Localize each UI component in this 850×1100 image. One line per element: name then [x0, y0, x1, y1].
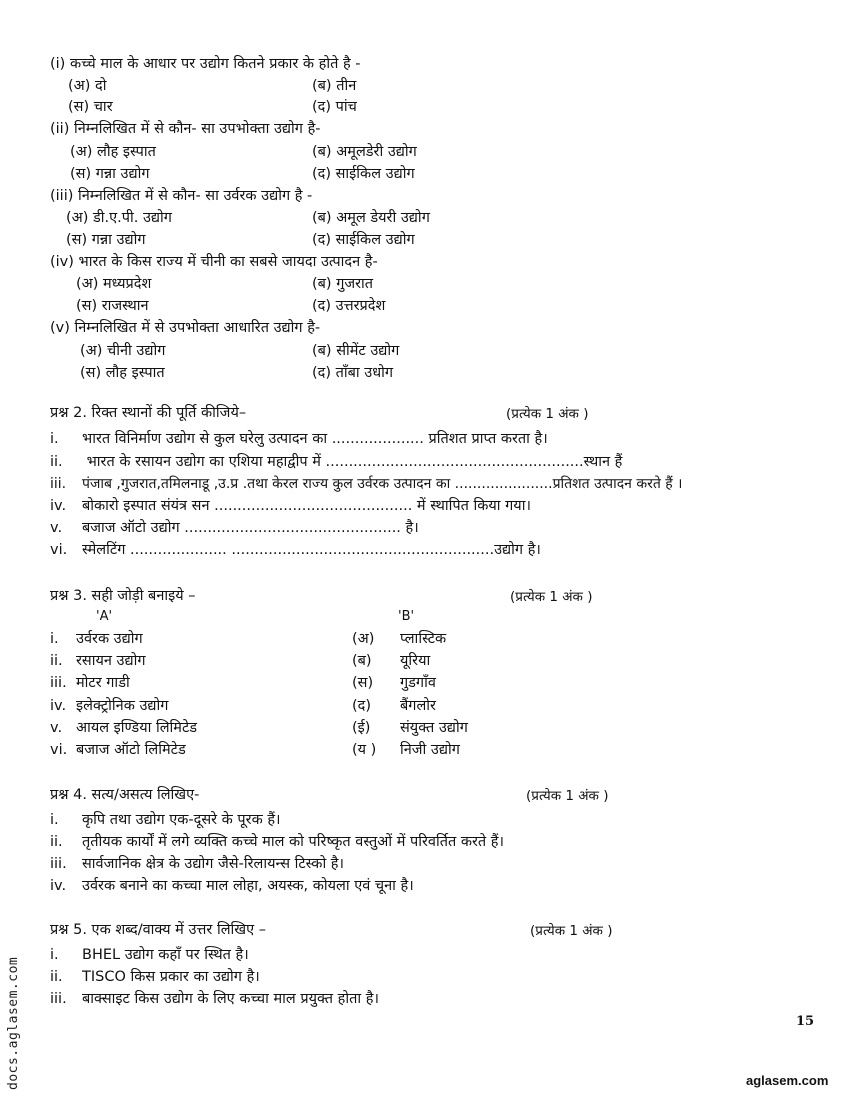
q3-row-key: (य )	[352, 742, 377, 758]
mcq-option: (द) साईकिल उद्योग	[312, 166, 415, 182]
mcq-question-5: (v) निम्नलिखित में से उपभोक्ता आधारित उद्योग है-	[50, 320, 321, 336]
mcq-option: (स) लौह इस्पात	[80, 365, 165, 381]
mcq-option: (अ) दो	[68, 78, 107, 94]
mcq-option: (अ) मध्यप्रदेश	[76, 276, 152, 292]
q3-row-num: v.	[50, 720, 63, 736]
mcq-option: (अ) लौह इस्पात	[70, 144, 156, 160]
page-number: 15	[796, 1014, 815, 1029]
q5-title: प्रश्न 5. एक शब्द/वाक्य में उत्तर लिखिए –	[50, 922, 267, 938]
q3-title: प्रश्न 3. सही जोड़ी बनाइये –	[50, 588, 196, 604]
mcq-option: (स) राजस्थान	[76, 298, 149, 314]
q4-item: i. कृपि तथा उद्योग एक-दूसरे के पूरक हैं।	[50, 812, 281, 828]
q2-item: ii. भारत के रसायन उद्योग का एशिया महाद्वीप में ........................................................स्थान हैं	[50, 454, 623, 470]
q3-row-b: यूरिया	[400, 653, 431, 669]
mcq-question-3: (iii) निम्नलिखित में से कौन- सा उर्वरक उद्योग है -	[50, 188, 313, 204]
q3-column-a-header: 'A'	[96, 609, 113, 624]
mcq-option: (स) गन्ना उद्योग	[70, 166, 150, 182]
q2-item: vi. स्मेलटिंग ..................... .........................................................उद्योग है।	[50, 542, 541, 558]
q3-row-b: संयुक्त उद्योग	[400, 720, 468, 736]
mcq-option: (ब) गुजरात	[312, 276, 374, 292]
q3-marks: (प्रत्येक 1 अंक )	[510, 589, 593, 605]
q3-row-a: उर्वरक उद्योग	[76, 631, 143, 647]
q3-row-num: iv.	[50, 698, 67, 714]
q2-item: v. बजाज ऑटो उद्योग ............................................... है।	[50, 520, 419, 536]
q4-title: प्रश्न 4. सत्य/असत्य लिखिए-	[50, 787, 200, 803]
q2-title: प्रश्न 2. रिक्त स्थानों की पूर्ति कीजिये–	[50, 405, 247, 421]
mcq-option: (द) उत्तरप्रदेश	[312, 298, 386, 314]
mcq-option: (अ) डी.ए.पी. उद्योग	[66, 210, 172, 226]
q2-marks: (प्रत्येक 1 अंक )	[506, 406, 589, 422]
q3-row-b: निजी उद्योग	[400, 742, 460, 758]
q3-row-key: (स)	[352, 675, 374, 691]
q2-item: iv. बोकारो इस्पात संयंत्र सन ........................................... में स्थापित किया गया।	[50, 498, 531, 514]
mcq-option: (ब) अमूल डेयरी उद्योग	[312, 210, 430, 226]
q3-row-b: गुडगाँव	[400, 675, 436, 691]
q3-row-num: ii.	[50, 653, 63, 669]
mcq-option: (द) ताँबा उधोग	[312, 365, 394, 381]
q3-row-b: प्लास्टिक	[400, 631, 447, 647]
q3-row-key: (ई)	[352, 720, 371, 736]
mcq-question-1: (i) कच्चे माल के आधार पर उद्योग कितने प्रकार के होते है -	[50, 56, 361, 72]
q2-item: iii. पंजाब ,गुजरात,तमिलनाडू ,उ.प्र .तथा केरल राज्य कुल उर्वरक उत्पादन का ......................प्रतिशत उत्पादन करते हैं ।	[50, 476, 683, 492]
q3-row-a: मोटर गाडी	[76, 675, 130, 691]
mcq-option: (स) गन्ना उद्योग	[66, 232, 146, 248]
q3-column-b-header: 'B'	[398, 609, 415, 624]
site-footer: aglasem.com	[746, 1073, 829, 1088]
side-watermark: docs.aglasem.com	[6, 956, 21, 1090]
q3-row-key: (अ)	[352, 631, 375, 647]
q3-row-num: iii.	[50, 675, 67, 691]
q5-item: ii. TISCO किस प्रकार का उद्योग है।	[50, 969, 260, 985]
q3-row-a: रसायन उद्योग	[76, 653, 146, 669]
mcq-option: (ब) सीमेंट उद्योग	[312, 343, 400, 359]
q4-item: ii. तृतीयक कार्यों में लगे व्यक्ति कच्चे माल को परिष्कृत वस्तुओं में परिवर्तित करते हैं।	[50, 834, 504, 850]
mcq-option: (स) चार	[68, 99, 113, 115]
q4-item: iv. उर्वरक बनाने का कच्चा माल लोहा, अयस्क, कोयला एवं चूना है।	[50, 878, 414, 894]
q3-row-num: vi.	[50, 742, 68, 758]
mcq-option: (अ) चीनी उद्योग	[80, 343, 166, 359]
mcq-option: (द) पांच	[312, 99, 357, 115]
q4-item: iii. सार्वजानिक क्षेत्र के उद्योग जैसे-रिलायन्स टिस्को है।	[50, 856, 344, 872]
q3-row-b: बैंगलोर	[400, 698, 436, 714]
q5-marks: (प्रत्येक 1 अंक )	[530, 923, 613, 939]
q3-row-a: बजाज ऑटो लिमिटेड	[76, 742, 186, 758]
q5-item: i. BHEL उद्योग कहाँ पर स्थित है।	[50, 947, 249, 963]
q3-row-num: i.	[50, 631, 59, 647]
q2-item: i. भारत विनिर्माण उद्योग से कुल घरेलु उत्पादन का .................... प्रतिशत प्राप्त करता है।	[50, 431, 548, 447]
mcq-question-4: (iv) भारत के किस राज्य में चीनी का सबसे जायदा उत्पादन है-	[50, 254, 378, 270]
q3-row-key: (ब)	[352, 653, 372, 669]
q3-row-a: आयल इण्डिया लिमिटेड	[76, 720, 198, 736]
q4-marks: (प्रत्येक 1 अंक )	[526, 788, 609, 804]
mcq-question-2: (ii) निम्नलिखित में से कौन- सा उपभोक्ता उद्योग है-	[50, 121, 321, 137]
mcq-option: (ब) अमूलडेरी उद्योग	[312, 144, 417, 160]
mcq-option: (द) साईकिल उद्योग	[312, 232, 415, 248]
q3-row-a: इलेक्ट्रोनिक उद्योग	[76, 698, 169, 714]
mcq-option: (ब) तीन	[312, 78, 357, 94]
q3-row-key: (द)	[352, 698, 372, 714]
q5-item: iii. बाक्साइट किस उद्योग के लिए कच्चा माल प्रयुक्त होता है।	[50, 991, 379, 1007]
